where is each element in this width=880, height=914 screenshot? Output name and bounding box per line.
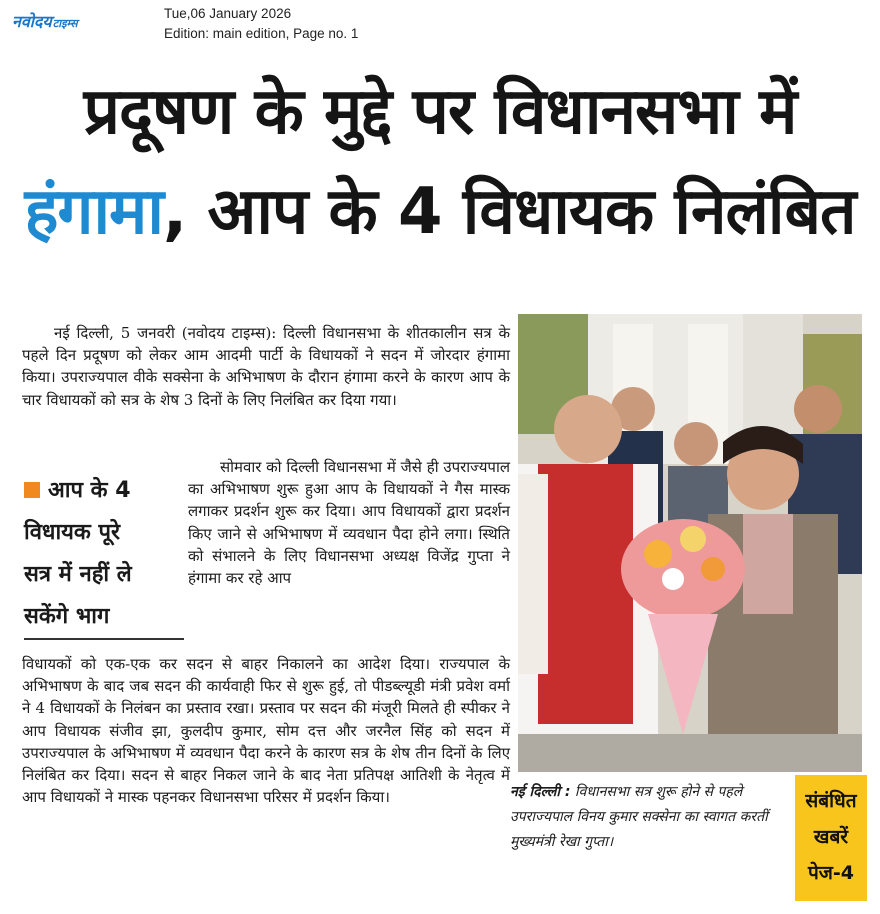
- article-paragraph-1: [22, 322, 510, 411]
- masthead: [0, 0, 880, 48]
- headline-line-2-rest: , आप के 4 विधायक निलंबित: [162, 175, 856, 249]
- headline: [0, 62, 880, 262]
- newspaper-logo[interactable]: [12, 10, 78, 32]
- pull-quote-divider: [24, 638, 184, 640]
- pull-quote-line: विधायक पूरे: [24, 520, 120, 545]
- related-page-link[interactable]: पेज-4: [808, 862, 854, 884]
- article-para-2a: सोमवार को दिल्ली विधानसभा में जैसे ही उपराज्यपाल का अभिभाषण शुरू हुआ आप के विधायकों ने गैस मास्क लगाकर प्रदर्शन शुरू कर दिया। आप विधायकों द्वारा प्रदर्शन किए जाने से अभिभाषण में व्यवधान पैदा होने लगा। स्थिति को संभालने के लिए विधानसभा अध्यक्ष विजेंद्र गुप्ता ने हंगामा कर रहे आप: [188, 458, 510, 588]
- headline-line-2: [0, 162, 880, 262]
- logo-sub-text: टाइम्स: [52, 17, 78, 30]
- pull-quote-line: [24, 470, 184, 512]
- edition-page: Edition: main edition, Page no. 1: [164, 26, 359, 41]
- caption-place: नई दिल्ली :: [510, 784, 571, 800]
- related-news-box[interactable]: [795, 775, 867, 901]
- logo-main-text: नवोदय: [12, 12, 52, 31]
- pull-quote-line: सत्र में नहीं ले: [24, 562, 132, 587]
- article-paragraph-2-bottom: [22, 653, 510, 808]
- pull-quote-line: सकेंगे भाग: [24, 604, 110, 629]
- article-para-2b: विधायकों को एक-एक कर सदन से बाहर निकालने का आदेश दिया। राज्यपाल के अभिभाषण के बाद जब सदन की कार्यवाही फिर से शुरू हुई, तो पीडब्ल्यूडी मंत्री प्रवेश वर्मा ने 4 विधायकों के निलंबन का प्रस्ताव रखा। प्रस्ताव पर सदन की मंजूरी मिलते ही स्पीकर ने आप विधायक संजीव झा, कुलदीप कुमार, सोम दत्त और जरनैल सिंह को सदन में उपराज्यपाल के अभिभाषण में व्यवधान पैदा करने के कारण सत्र के शेष तीन दिनों के लिए निलंबित कर दिया। सदन से बाहर निकल जाने के बाद नेता प्रतिपक्ष आतिशी के नेतृत्व में आप विधायकों ने मास्क पहनकर विधानसभा परिसर में प्रदर्शन किया।: [22, 655, 510, 807]
- headline-line-1: प्रदूषण के मुद्दे पर विधानसभा में: [83, 75, 797, 149]
- caption-text: विधानसभा सत्र शुरू होने से पहले उपराज्यपाल विनय कुमार सक्सेना का स्वागत करतीं मुख्यमंत्री रेखा गुप्ता।: [510, 784, 768, 850]
- edition-info: [164, 4, 358, 44]
- edition-date: Tue,06 January 2026: [164, 6, 292, 21]
- photo-illustration: [518, 314, 862, 772]
- related-label-2: खबरें: [813, 826, 849, 848]
- pull-quote: [24, 470, 184, 638]
- article-lead: नई दिल्ली, 5 जनवरी (नवोदय टाइम्स): दिल्ली विधानसभा के शीतकालीन सत्र के पहले दिन प्रदूषण को लेकर आम आदमी पार्टी के विधायकों ने सदन में जोरदार हंगामा किया। उपराज्यपाल वीके सक्सेना के अभिभाषण के दौरान हंगामा करने के कारण आप के चार विधायकों को सत्र के शेष 3 दिनों के लिए निलंबित कर दिया गया।: [22, 324, 510, 409]
- pull-quote-text-1: आप के 4: [48, 478, 131, 503]
- photo-caption: [510, 780, 794, 855]
- related-label-1: संबंधित: [805, 790, 857, 812]
- headline-highlight: हंगामा: [24, 175, 163, 249]
- news-photo[interactable]: [518, 314, 862, 772]
- article-paragraph-2-top: [188, 456, 510, 589]
- square-bullet-icon: [24, 482, 40, 498]
